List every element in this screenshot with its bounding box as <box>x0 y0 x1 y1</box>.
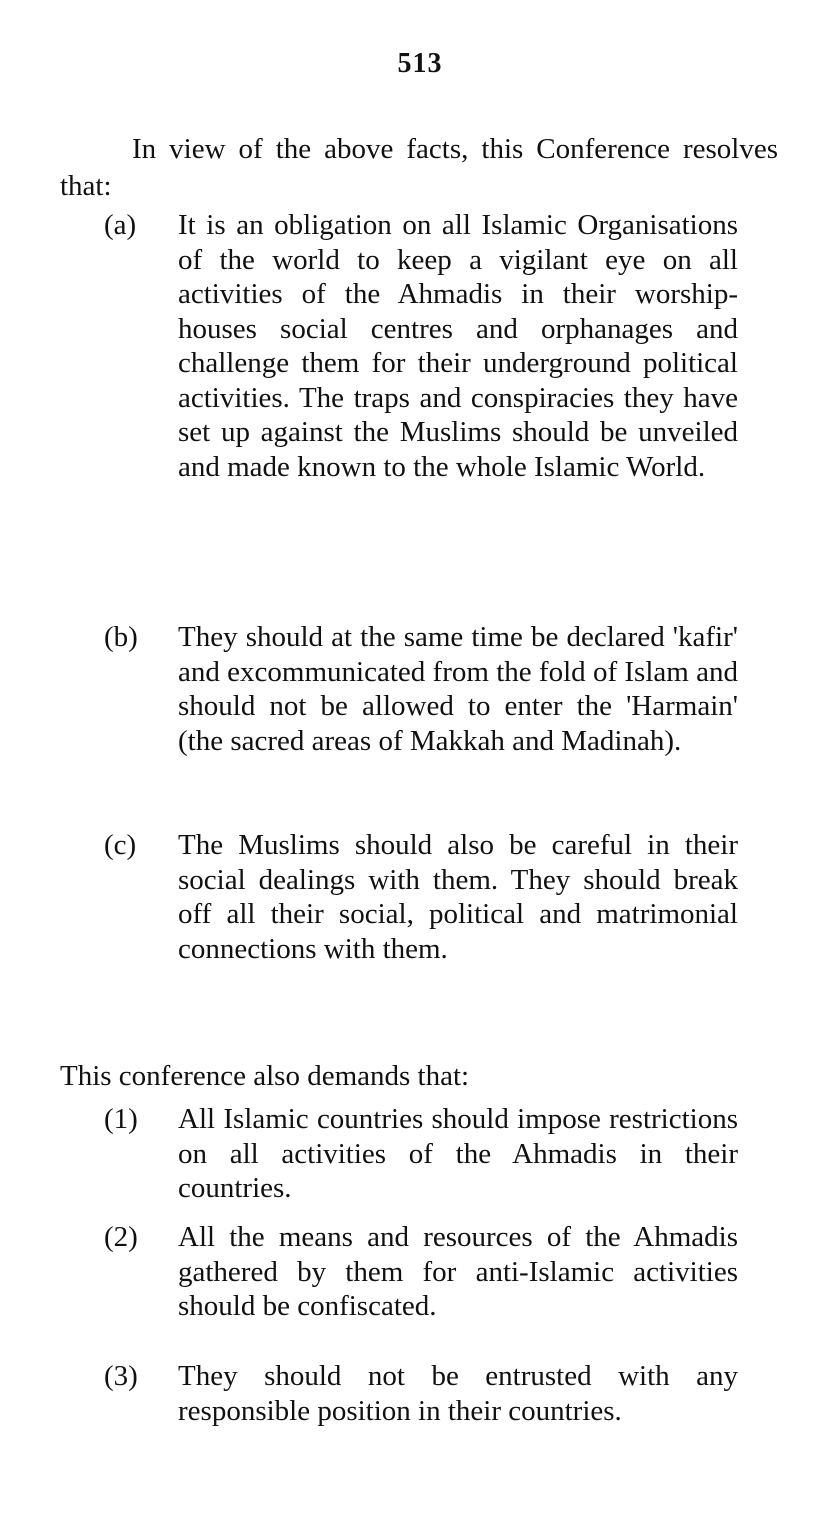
item-marker: (a) <box>104 209 137 241</box>
demand-item-1 <box>104 1102 738 1206</box>
demand-item-3 <box>104 1359 738 1428</box>
demand-item-2 <box>104 1220 738 1324</box>
item-text: The Muslims should also be careful in their social dealings with them. They should break off all their social, political and matrimonial connections with them. <box>178 829 738 965</box>
item-text: It is an obligation on all Islamic Organisations of the world to keep a vigilant eye on all activities of the Ahmadis in their worship-houses social centres and orphanages and challenge them for their underground political activities. The traps and conspiracies they have set up against the Muslims should be unveiled and made known to the whole Islamic World. <box>178 209 738 483</box>
item-marker: (3) <box>104 1360 138 1392</box>
item-text: All the means and resources of the Ahmadis gathered by them for anti-Islamic activities should be confiscated. <box>178 1221 738 1322</box>
resolution-item-a <box>104 208 738 484</box>
item-marker: (1) <box>104 1103 138 1135</box>
item-text: They should at the same time be declared 'kafir' and excommunicated from the fold of Islam and should not be allowed to enter the 'Harmain' (the sacred areas of Makkah and Madinah). <box>178 621 738 757</box>
resolution-item-c <box>104 828 738 966</box>
item-marker: (c) <box>104 829 137 861</box>
item-marker: (2) <box>104 1221 138 1253</box>
intro-paragraph: In view of the above facts, this Conference resolves that: <box>60 133 778 202</box>
item-text: All Islamic countries should impose restrictions on all activities of the Ahmadis in their countries. <box>178 1103 738 1204</box>
demands-paragraph: This conference also demands that: <box>60 1060 470 1092</box>
page-number: 513 <box>397 48 443 79</box>
resolution-item-b <box>104 620 738 758</box>
item-marker: (b) <box>104 621 138 653</box>
item-text: They should not be entrusted with any responsible position in their countries. <box>178 1360 738 1427</box>
